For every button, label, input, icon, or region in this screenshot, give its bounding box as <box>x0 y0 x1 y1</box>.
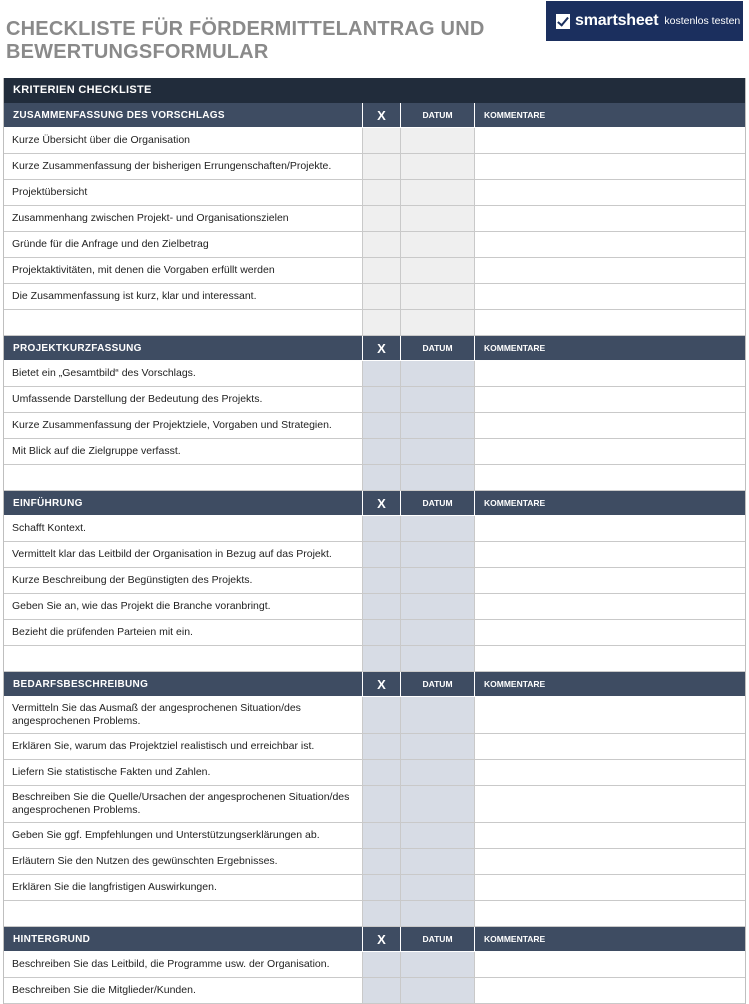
criterion-text: Erläutern Sie den Nutzen des gewünschten Ergebnisses. <box>4 849 363 874</box>
checklist-row <box>4 206 745 232</box>
checklist-row <box>4 465 745 491</box>
comment-cell[interactable] <box>475 413 745 438</box>
checklist-row <box>4 387 745 413</box>
check-cell[interactable] <box>363 128 401 153</box>
comment-cell[interactable] <box>475 697 745 733</box>
checklist-row <box>4 413 745 439</box>
check-cell[interactable] <box>363 952 401 977</box>
date-column-header: DATUM <box>401 927 475 951</box>
comment-cell[interactable] <box>475 568 745 593</box>
section-title: ZUSAMMENFASSUNG DES VORSCHLAGS <box>4 103 363 127</box>
check-cell[interactable] <box>363 180 401 205</box>
criterion-text: Erklären Sie die langfristigen Auswirkungen. <box>4 875 363 900</box>
date-cell[interactable] <box>401 620 475 645</box>
date-cell[interactable] <box>401 734 475 759</box>
comment-cell[interactable] <box>475 734 745 759</box>
section-title: EINFÜHRUNG <box>4 491 363 515</box>
comment-cell[interactable] <box>475 206 745 231</box>
check-cell[interactable] <box>363 978 401 1003</box>
criterion-text: Beschreiben Sie das Leitbild, die Programme usw. der Organisation. <box>4 952 363 977</box>
date-cell[interactable] <box>401 439 475 464</box>
check-column-header: X <box>363 927 401 951</box>
criterion-text: Geben Sie an, wie das Projekt die Branche voranbringt. <box>4 594 363 619</box>
date-cell[interactable] <box>401 786 475 822</box>
checklist-table <box>3 78 746 1004</box>
checklist-row <box>4 232 745 258</box>
check-column-header: X <box>363 336 401 360</box>
check-cell[interactable] <box>363 206 401 231</box>
date-cell[interactable] <box>401 697 475 733</box>
checklist-row <box>4 849 745 875</box>
checklist-row <box>4 786 745 823</box>
checklist-row <box>4 542 745 568</box>
comment-cell[interactable] <box>475 258 745 283</box>
check-cell[interactable] <box>363 232 401 257</box>
brand-name: smartsheet <box>575 12 659 29</box>
date-cell[interactable] <box>401 849 475 874</box>
date-column-header: DATUM <box>401 336 475 360</box>
checklist-row <box>4 361 745 387</box>
checklist-row <box>4 568 745 594</box>
criterion-text: Die Zusammenfassung ist kurz, klar und interessant. <box>4 284 363 309</box>
date-cell[interactable] <box>401 952 475 977</box>
date-cell[interactable] <box>401 310 475 335</box>
checklist-row <box>4 952 745 978</box>
criterion-text: Erklären Sie, warum das Projektziel realistisch und erreichbar ist. <box>4 734 363 759</box>
criterion-text: Gründe für die Anfrage und den Zielbetrag <box>4 232 363 257</box>
check-cell[interactable] <box>363 823 401 848</box>
date-cell[interactable] <box>401 568 475 593</box>
criterion-text: Vermittelt klar das Leitbild der Organisation in Bezug auf das Projekt. <box>4 542 363 567</box>
check-cell[interactable] <box>363 875 401 900</box>
criterion-text: Bietet ein „Gesamtbild“ des Vorschlags. <box>4 361 363 386</box>
date-cell[interactable] <box>401 516 475 541</box>
criterion-text: Liefern Sie statistische Fakten und Zahlen. <box>4 760 363 785</box>
check-cell[interactable] <box>363 594 401 619</box>
date-cell[interactable] <box>401 154 475 179</box>
checklist-row <box>4 310 745 336</box>
comment-cell[interactable] <box>475 232 745 257</box>
criterion-text: Projektübersicht <box>4 180 363 205</box>
comment-cell[interactable] <box>475 760 745 785</box>
criterion-text: Projektaktivitäten, mit denen die Vorgaben erfüllt werden <box>4 258 363 283</box>
check-cell[interactable] <box>363 439 401 464</box>
comment-cell[interactable] <box>475 875 745 900</box>
checklist-row <box>4 128 745 154</box>
date-cell[interactable] <box>401 760 475 785</box>
criterion-text: Kurze Beschreibung der Begünstigten des Projekts. <box>4 568 363 593</box>
criterion-text: Kurze Zusammenfassung der Projektziele, Vorgaben und Strategien. <box>4 413 363 438</box>
date-column-header: DATUM <box>401 491 475 515</box>
section-header <box>4 103 745 128</box>
comment-cell[interactable] <box>475 128 745 153</box>
section-header <box>4 336 745 361</box>
comment-cell[interactable] <box>475 620 745 645</box>
comment-cell[interactable] <box>475 387 745 412</box>
checklist-row <box>4 760 745 786</box>
check-column-header: X <box>363 103 401 127</box>
criterion-text: Kurze Übersicht über die Organisation <box>4 128 363 153</box>
page-title: CHECKLISTE FÜR FÖRDERMITTELANTRAG UND BEWERTUNGSFORMULAR <box>6 18 485 63</box>
checklist-sections <box>4 103 745 1004</box>
criterion-text <box>4 310 363 335</box>
comment-cell[interactable] <box>475 284 745 309</box>
section-header <box>4 491 745 516</box>
checklist-row <box>4 646 745 672</box>
smartsheet-trial-button[interactable] <box>546 1 743 41</box>
check-column-header: X <box>363 491 401 515</box>
comments-column-header: KOMMENTARE <box>484 110 546 120</box>
date-cell[interactable] <box>401 361 475 386</box>
criterion-text: Zusammenhang zwischen Projekt- und Organisationszielen <box>4 206 363 231</box>
criterion-text <box>4 646 363 671</box>
check-cell[interactable] <box>363 646 401 671</box>
criterion-text: Geben Sie ggf. Empfehlungen und Unterstützungserklärungen ab. <box>4 823 363 848</box>
checklist-row <box>4 154 745 180</box>
check-cell[interactable] <box>363 413 401 438</box>
comment-cell[interactable] <box>475 823 745 848</box>
date-cell[interactable] <box>401 465 475 490</box>
check-cell[interactable] <box>363 154 401 179</box>
check-cell[interactable] <box>363 697 401 733</box>
checklist-row <box>4 901 745 927</box>
date-cell[interactable] <box>401 978 475 1003</box>
checklist-row <box>4 978 745 1004</box>
check-cell[interactable] <box>363 387 401 412</box>
comment-cell[interactable] <box>475 180 745 205</box>
comment-cell[interactable] <box>475 542 745 567</box>
comment-cell[interactable] <box>475 310 745 335</box>
brand-cta: kostenlos testen <box>664 15 741 27</box>
criterion-text: Bezieht die prüfenden Parteien mit ein. <box>4 620 363 645</box>
checklist-row <box>4 697 745 734</box>
date-column-header: DATUM <box>401 103 475 127</box>
check-cell[interactable] <box>363 361 401 386</box>
comments-column-header: KOMMENTARE <box>484 934 546 944</box>
comment-cell[interactable] <box>475 849 745 874</box>
section-title: HINTERGRUND <box>4 927 363 951</box>
comment-cell[interactable] <box>475 361 745 386</box>
check-column-header: X <box>363 672 401 696</box>
date-column-header: DATUM <box>401 672 475 696</box>
check-cell[interactable] <box>363 786 401 822</box>
checklist-row <box>4 594 745 620</box>
criterion-text: Vermitteln Sie das Ausmaß der angesprochenen Situation/des angesprochenen Problems. <box>4 697 363 733</box>
check-cell[interactable] <box>363 901 401 926</box>
comment-cell[interactable] <box>475 465 745 490</box>
date-cell[interactable] <box>401 180 475 205</box>
checklist-row <box>4 180 745 206</box>
comment-cell[interactable] <box>475 952 745 977</box>
checklist-row <box>4 439 745 465</box>
date-cell[interactable] <box>401 258 475 283</box>
comments-column-header: KOMMENTARE <box>484 679 546 689</box>
check-cell[interactable] <box>363 516 401 541</box>
comment-cell[interactable] <box>475 154 745 179</box>
criterion-text <box>4 901 363 926</box>
date-cell[interactable] <box>401 875 475 900</box>
comment-cell[interactable] <box>475 901 745 926</box>
section-title: PROJEKTKURZFASSUNG <box>4 336 363 360</box>
comment-cell[interactable] <box>475 646 745 671</box>
smartsheet-logo-icon <box>556 14 570 29</box>
check-cell[interactable] <box>363 465 401 490</box>
check-cell[interactable] <box>363 310 401 335</box>
comment-cell[interactable] <box>475 978 745 1003</box>
comment-cell[interactable] <box>475 439 745 464</box>
date-cell[interactable] <box>401 646 475 671</box>
comments-column-header: KOMMENTARE <box>484 343 546 353</box>
date-cell[interactable] <box>401 542 475 567</box>
date-cell[interactable] <box>401 823 475 848</box>
check-cell[interactable] <box>363 760 401 785</box>
criterion-text: Umfassende Darstellung der Bedeutung des Projekts. <box>4 387 363 412</box>
check-cell[interactable] <box>363 258 401 283</box>
check-cell[interactable] <box>363 620 401 645</box>
checklist-row <box>4 516 745 542</box>
date-cell[interactable] <box>401 284 475 309</box>
date-cell[interactable] <box>401 594 475 619</box>
comments-column-header: KOMMENTARE <box>484 498 546 508</box>
criterion-text <box>4 465 363 490</box>
date-cell[interactable] <box>401 387 475 412</box>
criterion-text: Kurze Zusammenfassung der bisherigen Errungenschaften/Projekte. <box>4 154 363 179</box>
date-cell[interactable] <box>401 413 475 438</box>
date-cell[interactable] <box>401 128 475 153</box>
criterion-text: Beschreiben Sie die Mitglieder/Kunden. <box>4 978 363 1003</box>
checklist-row <box>4 875 745 901</box>
comment-cell[interactable] <box>475 516 745 541</box>
checklist-header: KRITERIEN CHECKLISTE <box>4 78 745 103</box>
checklist-row <box>4 620 745 646</box>
check-cell[interactable] <box>363 734 401 759</box>
criterion-text: Mit Blick auf die Zielgruppe verfasst. <box>4 439 363 464</box>
date-cell[interactable] <box>401 232 475 257</box>
date-cell[interactable] <box>401 901 475 926</box>
check-cell[interactable] <box>363 568 401 593</box>
checklist-row <box>4 734 745 760</box>
checklist-row <box>4 258 745 284</box>
criterion-text: Beschreiben Sie die Quelle/Ursachen der angesprochenen Situation/des angesprochenen Problems. <box>4 786 363 822</box>
check-cell[interactable] <box>363 542 401 567</box>
check-cell[interactable] <box>363 284 401 309</box>
criterion-text: Schafft Kontext. <box>4 516 363 541</box>
section-header <box>4 927 745 952</box>
section-title: BEDARFSBESCHREIBUNG <box>4 672 363 696</box>
checklist-row <box>4 823 745 849</box>
comment-cell[interactable] <box>475 594 745 619</box>
check-cell[interactable] <box>363 849 401 874</box>
date-cell[interactable] <box>401 206 475 231</box>
comment-cell[interactable] <box>475 786 745 822</box>
checklist-row <box>4 284 745 310</box>
section-header <box>4 672 745 697</box>
